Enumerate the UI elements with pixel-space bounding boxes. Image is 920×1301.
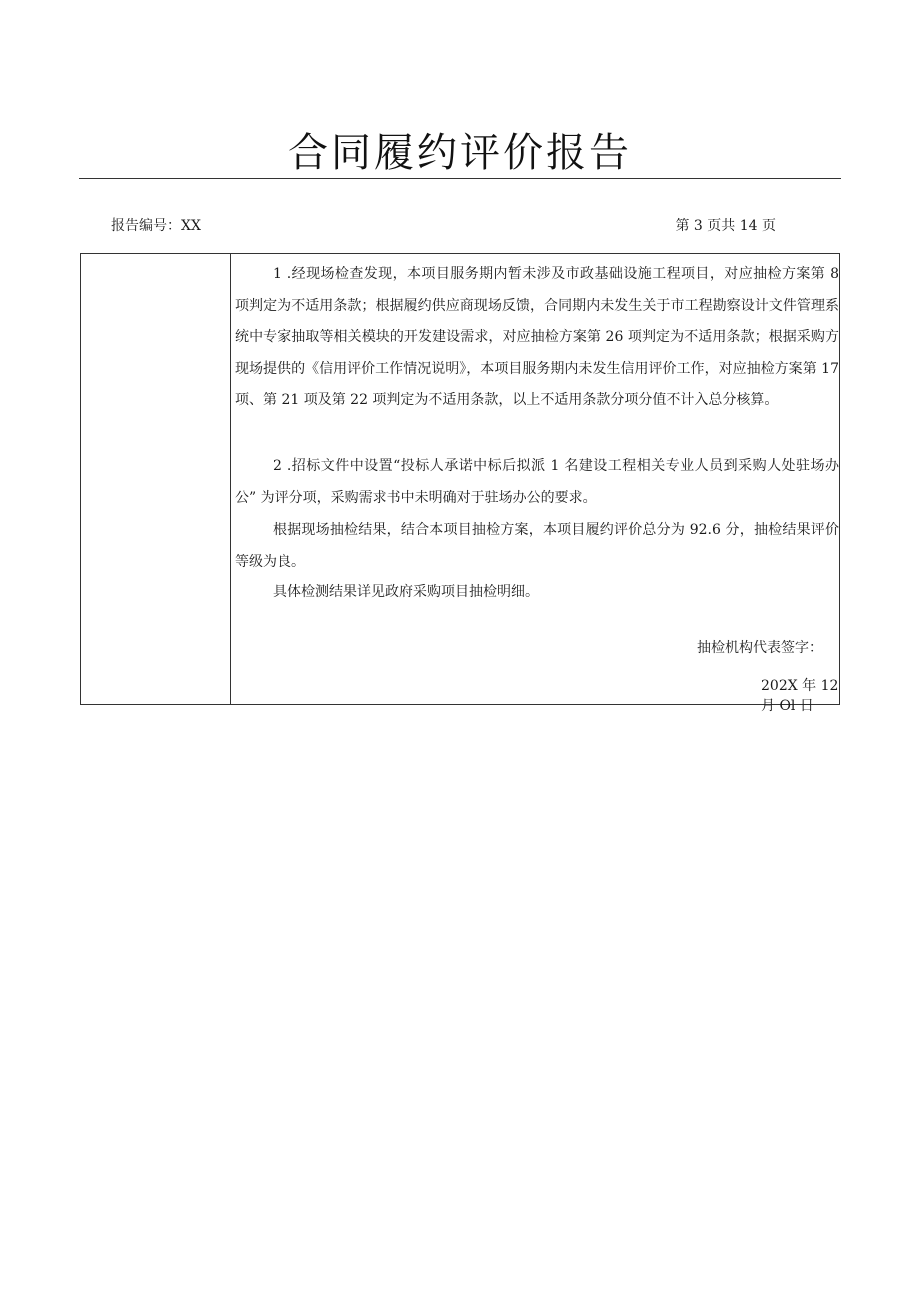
report-number: 报告编号：XX — [111, 218, 201, 234]
title-divider — [79, 178, 841, 179]
paragraph-item-1: 1 .经现场检查发现，本项目服务期内暂未涉及市政基础设施工程项目，对应抽检方案第 8 项判定为不适用条款；根据履约供应商现场反馈，合同期内未发生关于市工程勘察设计文件管理系统中专家抽取等相关模块的开发建设需求，对应抽检方案第 26 项判定为不适用条款；根据采购方现场提供的《信用评价工作情况说明》，本项目服务期内未发生信用评价工作，对应抽检方案第 17 项、第 21 项及第 22 项判定为不适用条款，以上不适用条款分项分值不计入总分核算。 — [235, 266, 839, 408]
paragraph-item-2: 2 .招标文件中设置“投标人承诺中标后拟派 1 名建设工程相关专业人员到采购人处驻场办公” 为评分项，采购需求书中未明确对于驻场办公的要求。 — [235, 458, 839, 506]
signature-label: 抽检机构代表签字： — [697, 640, 823, 656]
page-number-info: 第 3 页共 14 页 — [675, 218, 776, 234]
page-title: 合同履约评价报告 — [288, 130, 632, 176]
evaluation-table — [80, 253, 840, 714]
label-cell — [81, 254, 231, 704]
paragraph-details-note: 具体检测结果详见政府采购项目抽检明细。 — [273, 584, 539, 600]
paragraph-conclusion: 根据现场抽检结果，结合本项目抽检方案，本项目履约评价总分为 92.6 分，抽检结果评价等级为良。 — [235, 522, 839, 570]
content-cell — [231, 254, 839, 714]
signature-date: 202X 年 12 月 Ol 日 — [761, 678, 839, 714]
